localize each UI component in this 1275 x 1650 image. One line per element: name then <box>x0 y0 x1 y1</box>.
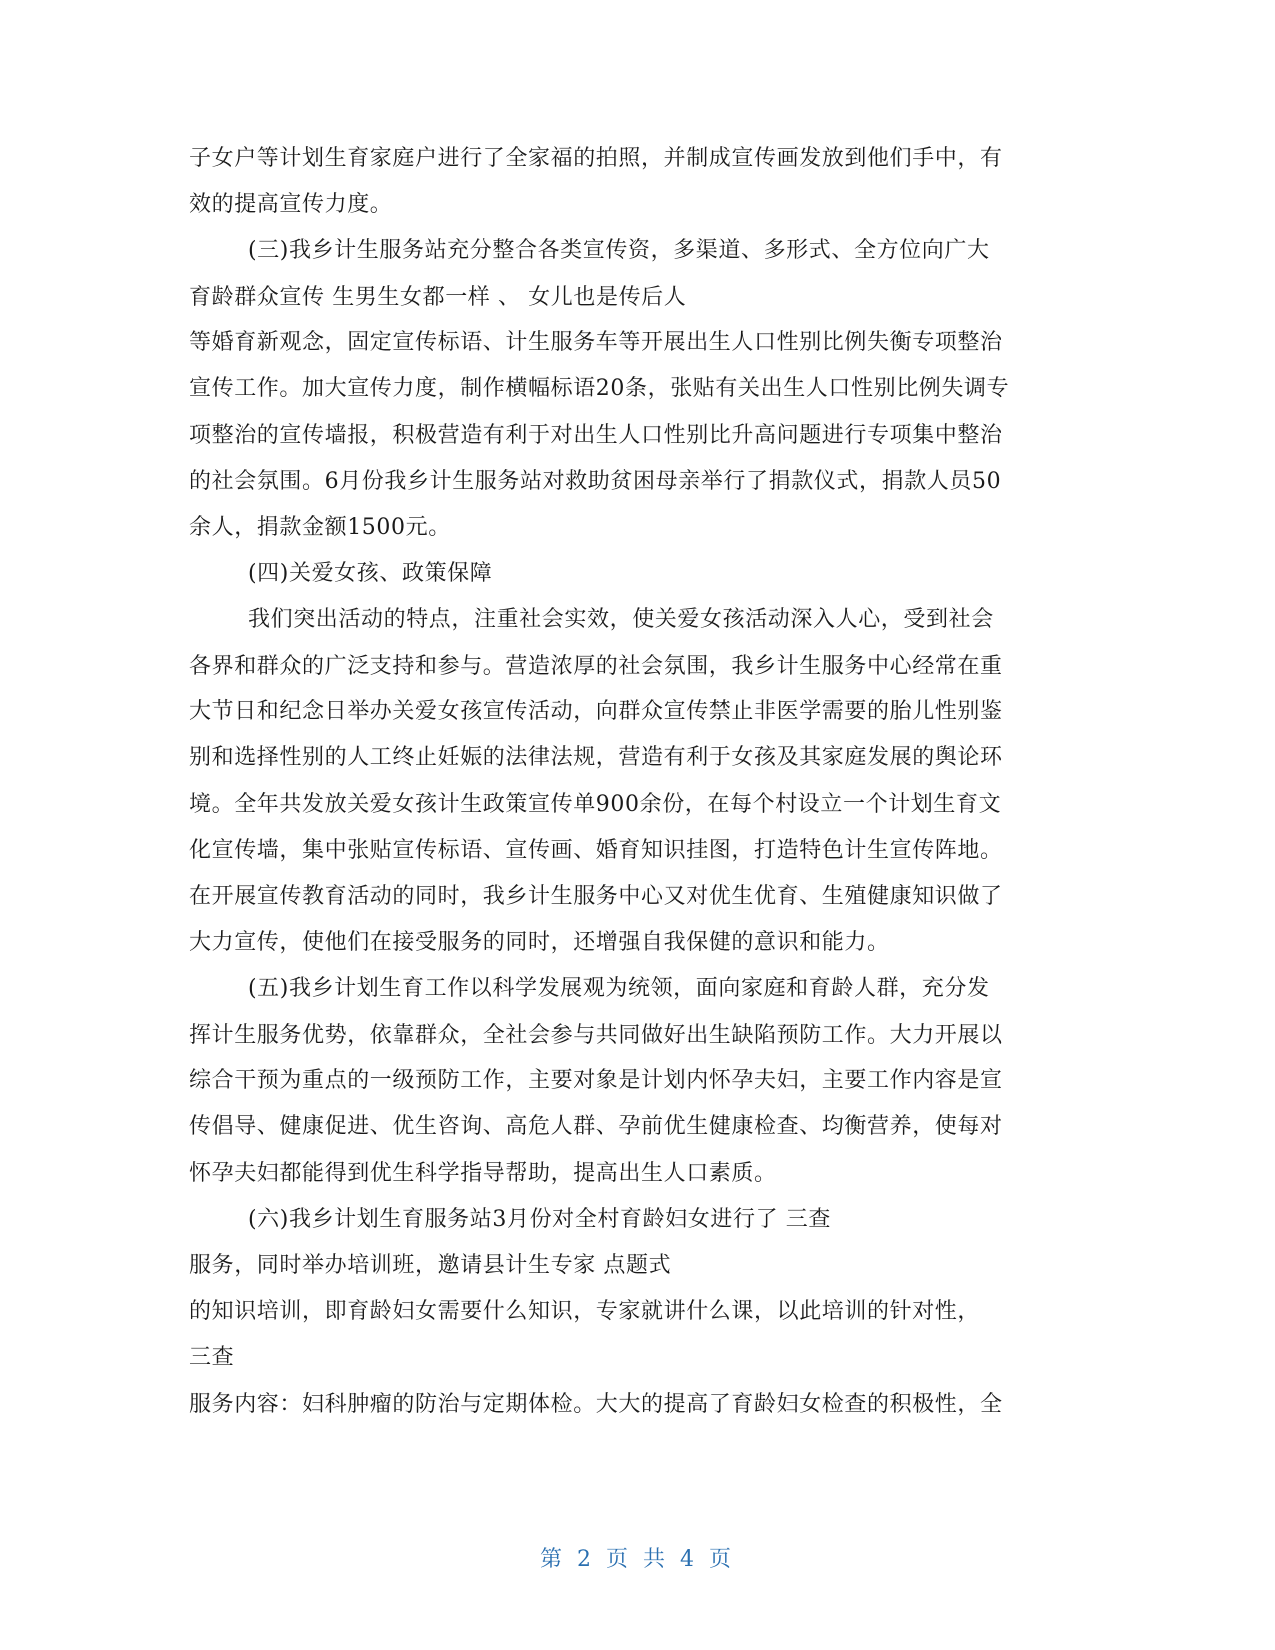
body-text-line: 等婚育新观念，固定宣传标语、计生服务车等开展出生人口性别比例失衡专项整治 <box>189 330 1003 355</box>
section-heading-3: (三)我乡计生服务站充分整合各类宣传资，多渠道、多形式、全方位向广大 <box>248 238 990 263</box>
body-text-line: 三查 <box>189 1345 235 1370</box>
body-text-line: 效的提高宣传力度。 <box>189 192 393 217</box>
section-heading-4: (四)关爱女孩、政策保障 <box>248 561 493 586</box>
body-text-line: 项整治的宣传墙报，积极营造有利于对出生人口性别比升高问题进行专项集中整治 <box>189 423 1003 448</box>
body-text-line: 我们突出活动的特点，注重社会实效，使关爱女孩活动深入人心，受到社会 <box>248 607 994 632</box>
body-text-line: 别和选择性别的人工终止妊娠的法律法规，营造有利于女孩及其家庭发展的舆论环 <box>189 745 1003 770</box>
body-text-line: 在开展宣传教育活动的同时，我乡计生服务中心又对优生优育、生殖健康知识做了 <box>189 884 1003 909</box>
body-text-line: 大节日和纪念日举办关爱女孩宣传活动，向群众宣传禁止非医学需要的胎儿性别鉴 <box>189 699 1003 724</box>
body-text-line: 化宣传墙，集中张贴宣传标语、宣传画、婚育知识挂图，打造特色计生宣传阵地。 <box>189 838 1003 863</box>
body-text-line: 挥计生服务优势，依靠群众，全社会参与共同做好出生缺陷预防工作。大力开展以 <box>189 1023 1003 1048</box>
body-text-line: 各界和群众的广泛支持和参与。营造浓厚的社会氛围，我乡计生服务中心经常在重 <box>189 654 1003 679</box>
body-text-line: 的知识培训，即育龄妇女需要什么知识，专家就讲什么课，以此培训的针对性， <box>189 1299 981 1324</box>
body-text-line: 大力宣传，使他们在接受服务的同时，还增强自我保健的意识和能力。 <box>189 930 890 955</box>
body-text-line: 综合干预为重点的一级预防工作，主要对象是计划内怀孕夫妇，主要工作内容是宣 <box>189 1068 1003 1093</box>
body-text-line: 的社会氛围。6月份我乡计生服务站对救助贫困母亲举行了捐款仪式，捐款人员50 <box>189 469 1002 494</box>
body-text-line: 余人，捐款金额1500元。 <box>189 515 451 540</box>
body-text-line: 怀孕夫妇都能得到优生科学指导帮助，提高出生人口素质。 <box>189 1161 777 1186</box>
body-text-line: 育龄群众宣传 生男生女都一样 、 女儿也是传后人 <box>189 285 687 310</box>
page-number-footer: 第 2 页 共 4 页 <box>540 1547 735 1572</box>
body-text-line: 境。全年共发放关爱女孩计生政策宣传单900余份，在每个村设立一个计划生育文 <box>189 792 1002 817</box>
body-text-line: 服务，同时举办培训班，邀请县计生专家 点题式 <box>189 1253 672 1278</box>
section-heading-5: (五)我乡计划生育工作以科学发展观为统领，面向家庭和育龄人群，充分发 <box>248 976 990 1001</box>
body-text-line: 子女户等计划生育家庭户进行了全家福的拍照，并制成宣传画发放到他们手中，有 <box>189 146 1003 171</box>
body-text-line: 服务内容：妇科肿瘤的防治与定期体检。大大的提高了育龄妇女检查的积极性，全 <box>189 1392 1003 1417</box>
body-text-line: 传倡导、健康促进、优生咨询、高危人群、孕前优生健康检查、均衡营养，使每对 <box>189 1114 1003 1139</box>
section-heading-6: (六)我乡计划生育服务站3月份对全村育龄妇女进行了 三查 <box>248 1207 831 1232</box>
body-text-line: 宣传工作。加大宣传力度，制作横幅标语20条，张贴有关出生人口性别比例失调专 <box>189 376 1010 401</box>
